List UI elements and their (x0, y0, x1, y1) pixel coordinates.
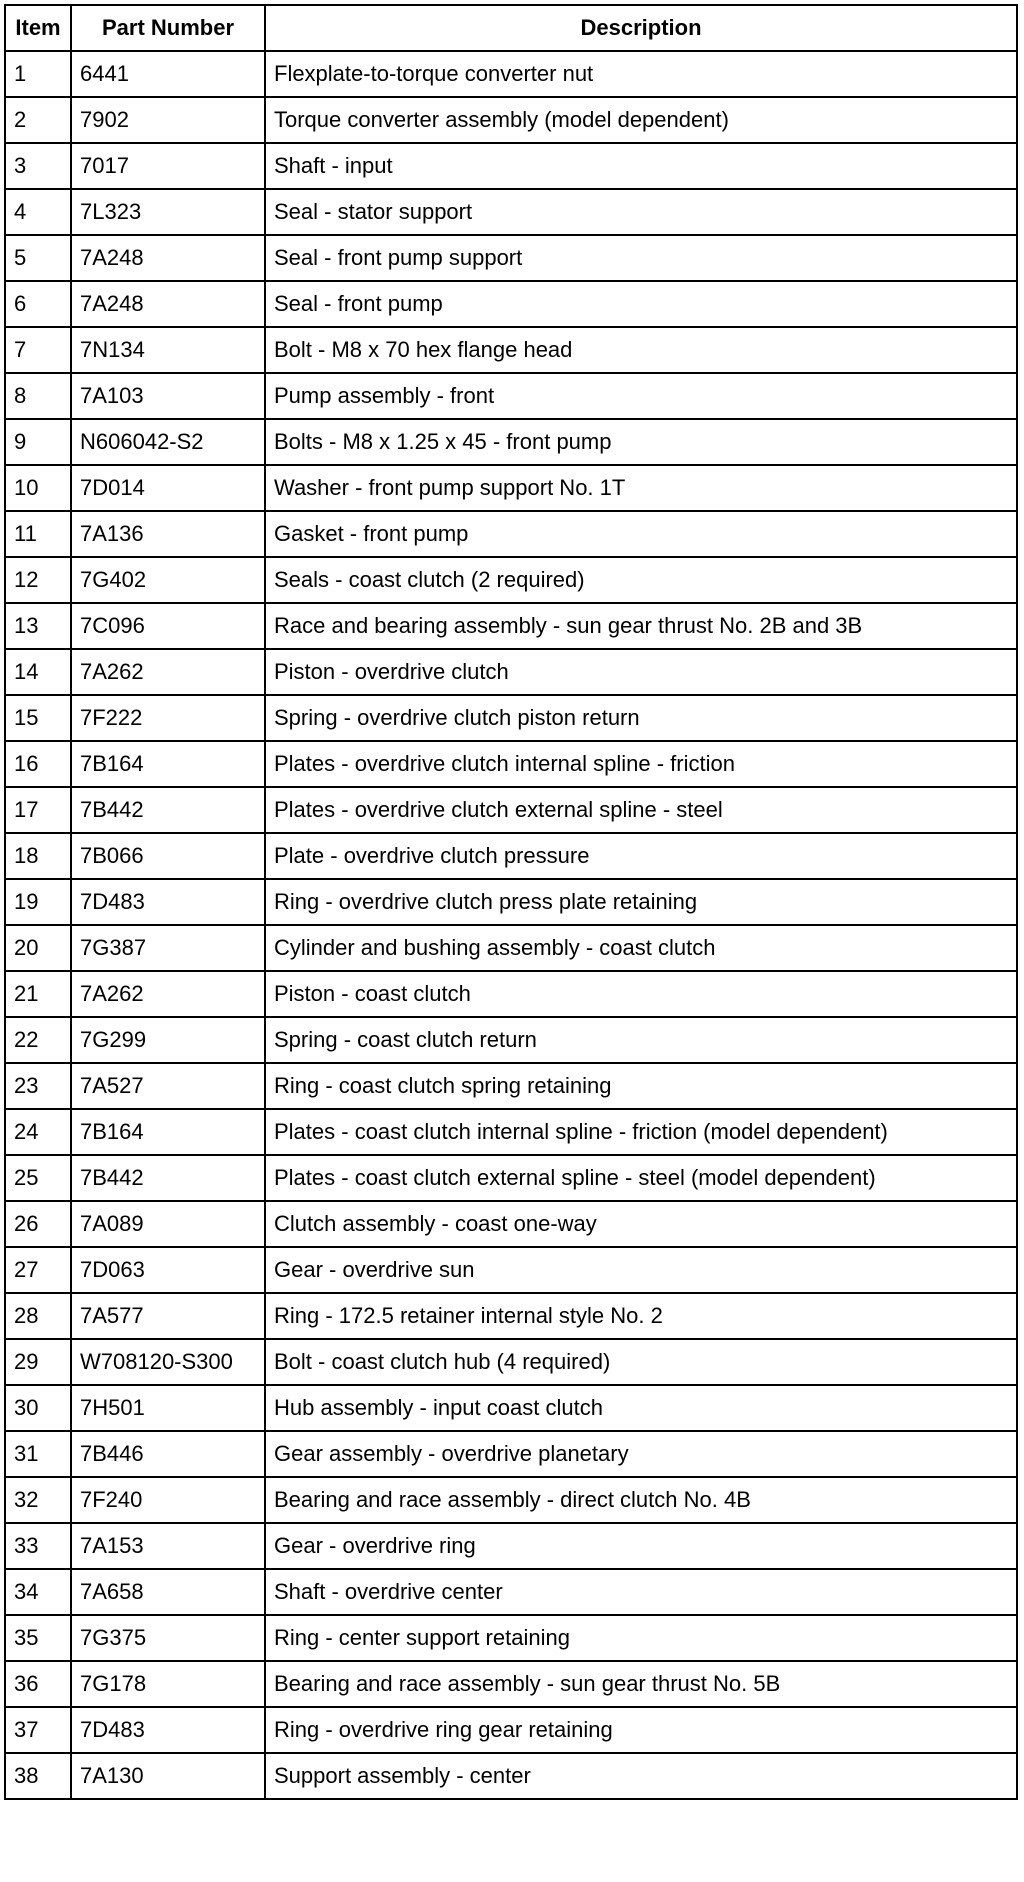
item-number-cell: 3 (5, 143, 71, 189)
description-cell: Ring - center support retaining (265, 1615, 1017, 1661)
item-number-cell: 4 (5, 189, 71, 235)
table-row (5, 1109, 1017, 1155)
item-number-cell: 19 (5, 879, 71, 925)
table-row (5, 557, 1017, 603)
part-number-cell: 7B164 (71, 1109, 265, 1155)
table-row (5, 189, 1017, 235)
description-cell: Gasket - front pump (265, 511, 1017, 557)
table-row (5, 879, 1017, 925)
description-cell: Plate - overdrive clutch pressure (265, 833, 1017, 879)
part-number-cell: W708120-S300 (71, 1339, 265, 1385)
item-number-cell: 38 (5, 1753, 71, 1799)
table-row (5, 327, 1017, 373)
description-cell: Shaft - input (265, 143, 1017, 189)
table-row (5, 741, 1017, 787)
part-number-cell: 7902 (71, 97, 265, 143)
part-number-cell: 6441 (71, 51, 265, 97)
item-number-cell: 34 (5, 1569, 71, 1615)
table-row (5, 1247, 1017, 1293)
description-cell: Plates - overdrive clutch external spline - steel (265, 787, 1017, 833)
description-cell: Seal - stator support (265, 189, 1017, 235)
table-row (5, 1615, 1017, 1661)
item-number-cell: 25 (5, 1155, 71, 1201)
table-row (5, 695, 1017, 741)
item-number-cell: 5 (5, 235, 71, 281)
description-cell: Bearing and race assembly - sun gear thrust No. 5B (265, 1661, 1017, 1707)
item-number-cell: 12 (5, 557, 71, 603)
part-number-cell: 7N134 (71, 327, 265, 373)
description-cell: Hub assembly - input coast clutch (265, 1385, 1017, 1431)
item-number-cell: 1 (5, 51, 71, 97)
table-row (5, 1431, 1017, 1477)
table-row (5, 1063, 1017, 1109)
table-row (5, 925, 1017, 971)
description-cell: Plates - coast clutch internal spline - friction (model dependent) (265, 1109, 1017, 1155)
description-cell: Gear - overdrive sun (265, 1247, 1017, 1293)
table-row (5, 419, 1017, 465)
part-number-cell: 7A153 (71, 1523, 265, 1569)
table-row (5, 833, 1017, 879)
part-number-cell: 7A136 (71, 511, 265, 557)
description-cell: Torque converter assembly (model dependent) (265, 97, 1017, 143)
description-cell: Support assembly - center (265, 1753, 1017, 1799)
description-cell: Seal - front pump support (265, 235, 1017, 281)
description-cell: Shaft - overdrive center (265, 1569, 1017, 1615)
table-row (5, 511, 1017, 557)
part-number-cell: 7A262 (71, 971, 265, 1017)
description-cell: Washer - front pump support No. 1T (265, 465, 1017, 511)
part-number-cell: 7G402 (71, 557, 265, 603)
part-number-cell: 7D014 (71, 465, 265, 511)
item-number-cell: 15 (5, 695, 71, 741)
description-cell: Piston - overdrive clutch (265, 649, 1017, 695)
item-number-cell: 32 (5, 1477, 71, 1523)
part-number-cell: 7L323 (71, 189, 265, 235)
item-number-cell: 20 (5, 925, 71, 971)
description-cell: Bolts - M8 x 1.25 x 45 - front pump (265, 419, 1017, 465)
description-cell: Pump assembly - front (265, 373, 1017, 419)
item-number-cell: 37 (5, 1707, 71, 1753)
item-number-cell: 36 (5, 1661, 71, 1707)
part-number-cell: 7D483 (71, 879, 265, 925)
description-cell: Ring - overdrive clutch press plate retaining (265, 879, 1017, 925)
table-row (5, 1477, 1017, 1523)
description-cell: Ring - 172.5 retainer internal style No. 2 (265, 1293, 1017, 1339)
table-row (5, 1017, 1017, 1063)
part-number-cell: 7A103 (71, 373, 265, 419)
item-number-cell: 16 (5, 741, 71, 787)
description-cell: Clutch assembly - coast one-way (265, 1201, 1017, 1247)
item-number-cell: 8 (5, 373, 71, 419)
table-row (5, 465, 1017, 511)
part-number-cell: 7D063 (71, 1247, 265, 1293)
table-row (5, 51, 1017, 97)
item-number-cell: 29 (5, 1339, 71, 1385)
description-cell: Plates - overdrive clutch internal spline - friction (265, 741, 1017, 787)
table-row (5, 97, 1017, 143)
description-cell: Cylinder and bushing assembly - coast clutch (265, 925, 1017, 971)
table-row (5, 143, 1017, 189)
item-number-cell: 10 (5, 465, 71, 511)
part-number-cell: 7A577 (71, 1293, 265, 1339)
item-number-cell: 7 (5, 327, 71, 373)
part-number-cell: 7G387 (71, 925, 265, 971)
item-number-cell: 13 (5, 603, 71, 649)
item-number-cell: 26 (5, 1201, 71, 1247)
description-cell: Gear assembly - overdrive planetary (265, 1431, 1017, 1477)
table-row (5, 235, 1017, 281)
description-cell: Race and bearing assembly - sun gear thrust No. 2B and 3B (265, 603, 1017, 649)
item-number-cell: 18 (5, 833, 71, 879)
table-row (5, 971, 1017, 1017)
item-number-cell: 28 (5, 1293, 71, 1339)
part-number-cell: 7G178 (71, 1661, 265, 1707)
item-column-header: Item (5, 5, 71, 51)
table-row (5, 1339, 1017, 1385)
parts-table (4, 4, 1018, 1800)
header-row (5, 5, 1017, 51)
description-cell: Flexplate-to-torque converter nut (265, 51, 1017, 97)
description-cell: Piston - coast clutch (265, 971, 1017, 1017)
description-cell: Seals - coast clutch (2 required) (265, 557, 1017, 603)
part-number-cell: 7B442 (71, 787, 265, 833)
part-number-cell: 7B164 (71, 741, 265, 787)
table-row (5, 787, 1017, 833)
part-number-column-header: Part Number (71, 5, 265, 51)
parts-table-body (5, 51, 1017, 1799)
part-number-cell: 7C096 (71, 603, 265, 649)
table-row (5, 373, 1017, 419)
item-number-cell: 2 (5, 97, 71, 143)
item-number-cell: 6 (5, 281, 71, 327)
table-row (5, 1155, 1017, 1201)
item-number-cell: 24 (5, 1109, 71, 1155)
part-number-cell: 7D483 (71, 1707, 265, 1753)
part-number-cell: N606042-S2 (71, 419, 265, 465)
part-number-cell: 7G375 (71, 1615, 265, 1661)
item-number-cell: 17 (5, 787, 71, 833)
table-row (5, 603, 1017, 649)
item-number-cell: 30 (5, 1385, 71, 1431)
part-number-cell: 7F240 (71, 1477, 265, 1523)
item-number-cell: 11 (5, 511, 71, 557)
part-number-cell: 7A248 (71, 281, 265, 327)
part-number-cell: 7A527 (71, 1063, 265, 1109)
part-number-cell: 7B442 (71, 1155, 265, 1201)
item-number-cell: 35 (5, 1615, 71, 1661)
description-cell: Bearing and race assembly - direct clutch No. 4B (265, 1477, 1017, 1523)
part-number-cell: 7A089 (71, 1201, 265, 1247)
part-number-cell: 7G299 (71, 1017, 265, 1063)
table-row (5, 1201, 1017, 1247)
table-row (5, 1523, 1017, 1569)
item-number-cell: 22 (5, 1017, 71, 1063)
table-row (5, 1569, 1017, 1615)
item-number-cell: 31 (5, 1431, 71, 1477)
description-cell: Ring - coast clutch spring retaining (265, 1063, 1017, 1109)
part-number-cell: 7A658 (71, 1569, 265, 1615)
item-number-cell: 27 (5, 1247, 71, 1293)
description-cell: Seal - front pump (265, 281, 1017, 327)
description-cell: Bolt - M8 x 70 hex flange head (265, 327, 1017, 373)
part-number-cell: 7A262 (71, 649, 265, 695)
part-number-cell: 7017 (71, 143, 265, 189)
part-number-cell: 7A130 (71, 1753, 265, 1799)
table-row (5, 1293, 1017, 1339)
table-row (5, 1661, 1017, 1707)
item-number-cell: 9 (5, 419, 71, 465)
table-row (5, 1707, 1017, 1753)
description-cell: Bolt - coast clutch hub (4 required) (265, 1339, 1017, 1385)
part-number-cell: 7H501 (71, 1385, 265, 1431)
description-cell: Plates - coast clutch external spline - steel (model dependent) (265, 1155, 1017, 1201)
table-row (5, 1753, 1017, 1799)
table-row (5, 281, 1017, 327)
table-row (5, 649, 1017, 695)
part-number-cell: 7B446 (71, 1431, 265, 1477)
description-column-header: Description (265, 5, 1017, 51)
item-number-cell: 21 (5, 971, 71, 1017)
table-row (5, 1385, 1017, 1431)
part-number-cell: 7A248 (71, 235, 265, 281)
part-number-cell: 7F222 (71, 695, 265, 741)
item-number-cell: 33 (5, 1523, 71, 1569)
part-number-cell: 7B066 (71, 833, 265, 879)
item-number-cell: 14 (5, 649, 71, 695)
description-cell: Spring - overdrive clutch piston return (265, 695, 1017, 741)
description-cell: Spring - coast clutch return (265, 1017, 1017, 1063)
description-cell: Ring - overdrive ring gear retaining (265, 1707, 1017, 1753)
description-cell: Gear - overdrive ring (265, 1523, 1017, 1569)
item-number-cell: 23 (5, 1063, 71, 1109)
